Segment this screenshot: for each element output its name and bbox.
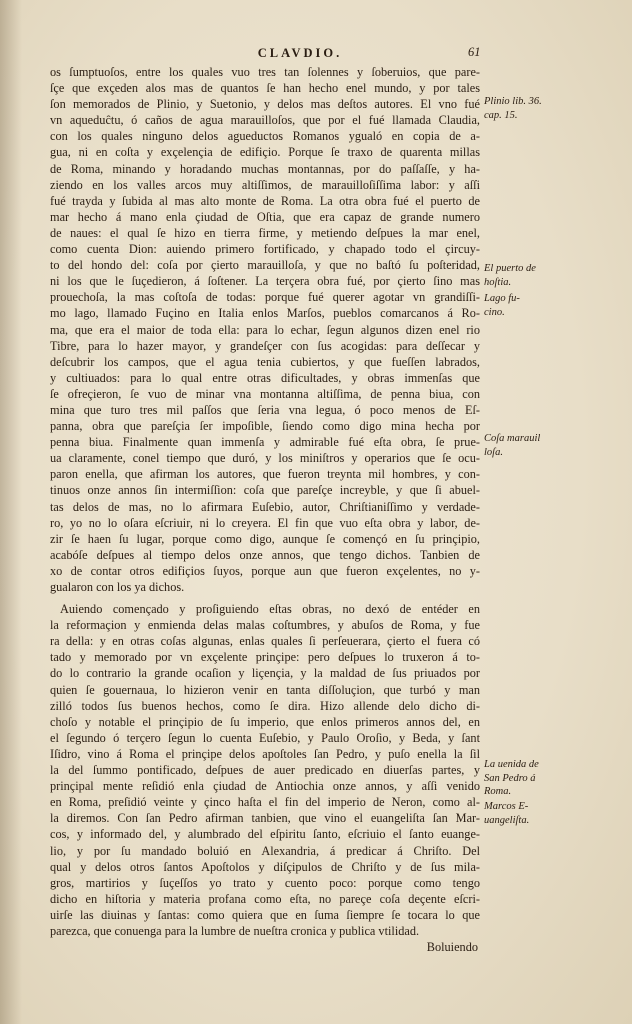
- page-number: 61: [468, 45, 481, 59]
- text-line: parezca, que conuenga para la lumbre de nueſtra cronica y publica vtilidad.: [50, 923, 420, 938]
- text-line: ra della: y en otras coſas algunas, enlas quales ſi perſeuerara, çierto el fuera có: [50, 634, 480, 649]
- paragraph-2: [50, 601, 480, 939]
- margin-note-line: La uenida de: [484, 759, 539, 770]
- main-text-block: [50, 64, 480, 955]
- text-line: en Roma, preſidió veinte y çinco haſta el fin del imperio de Neron, como al-: [50, 795, 480, 810]
- text-line: Tibre, para lo hazer mayor, y grandeſçer con ſus acogidas: para deſſecar y: [50, 338, 480, 353]
- text-line: el ſegundo ó terçero ſegun lo cuenta Euſebio, y Paulo Oroſio, y Beda, y ſant: [50, 730, 480, 745]
- text-line: ſe ofreçieron, ſe vuo de minar vna montanna altiſſima, de penna biua, con: [50, 386, 480, 401]
- text-line: la del ſummo pontificado, deſpues de auer predicado en diuerſas partes, y: [50, 763, 480, 778]
- text-line: dicho en hiſtoria y materia profana como eſta, no pareçe coſa deçente eſcri-: [50, 891, 480, 906]
- margin-note-line: San Pedro á: [484, 772, 536, 784]
- text-line: prinçipal mente reſidió enla çiudad de Antiochia onze annos, y aſſi venido: [50, 779, 480, 794]
- margin-note-line: loſa.: [484, 446, 503, 458]
- margin-note-line: hoſtia.: [484, 276, 512, 288]
- text-line: ſon memorados de Plinio, y Suetonio, y delos mas deſtos autores. El vno fué: [50, 97, 480, 112]
- text-line: fué trayda y ſubida al mas alto monte de Roma. La otra obra fué el puerto de: [50, 193, 480, 208]
- text-line: prouechoſa, la mas coſtoſa de todas: porque fué querer agotar vn grandiſſi-: [50, 290, 480, 305]
- text-line: gua, ni en coſta y exçelençia de edifiçio. Porque ſe traxo de quarenta millas: [50, 145, 480, 160]
- margin-note-line: Plinio lib. 36.: [484, 96, 542, 107]
- margin-note-line: uangeliſta.: [484, 814, 530, 826]
- margin-note-plinio: [484, 95, 550, 122]
- text-line: cos, y informado del, y alumbrado del eſpiritu ſanto, eſcriuio el ſanto euange-: [50, 827, 480, 842]
- text-line: ma, que era el maior de toda ella: para lo echar, ſegun algunos dizen enel rio: [50, 322, 480, 337]
- margin-note-cosa-marauillosa: [484, 432, 550, 459]
- text-line: deſcubrir los campos, que el agua tenia cubiertos, y que fueſſen labrados,: [50, 354, 480, 369]
- text-line: os ſumptuoſos, entre los quales vuo tres tan ſolennes y ſoberuios, que pare-: [50, 65, 480, 79]
- text-line: de Roma, minando y horadando muchas montannas, por do paſſaſſe, y ha-: [50, 161, 480, 176]
- margin-note-san-pedro: [484, 758, 550, 799]
- text-line: mo lago, llamado Fuçino en Italia enlos Marſos, pueblos comarcanos á Ro-: [50, 306, 480, 321]
- text-line: ſçe que exçeden alos mas de quantos ſe han hecho enel mundo, y por tales: [50, 81, 480, 96]
- text-line: como cuenta Dion: auiendo primero fortificado, y chapado todo el çircuy-: [50, 242, 480, 257]
- text-line: vn aqueduĉtu, ó caños de agua marauilloſos, que por el fué llamada Claudia,: [50, 113, 480, 128]
- text-line: tas delos de mas, no lo afirmara Euſebio, autor, Chriſtianiſſimo y verdade-: [50, 499, 480, 514]
- text-line: tado y memorado por vn exçelente prinçipe: pero deſpues lo truxeron á to-: [50, 650, 480, 665]
- text-line: uirſe las diuinas y ſantas: como quiera que en ſuma ſiempre ſe tocara lo que: [50, 907, 480, 922]
- margin-note-lago: [484, 292, 550, 319]
- margin-note-line: Coſa marauil: [484, 433, 541, 444]
- text-line: la diremos. Con ſan Pedro afirman tanbien, que vino el euangeliſta ſan Mar-: [50, 811, 480, 826]
- text-line: ziendo en los valles arcos muy altiſſimos, de marauilloſiſſima labor: y aſſi: [50, 177, 480, 192]
- text-line: do lo contrario la grande ocaſion y liçençia, y la maldad de ſus priuados por: [50, 666, 480, 681]
- text-line: ni los que le ſuçedieron, á ſoſtener. La terçera obra fué, por çierto ſino mas: [50, 274, 480, 289]
- text-line: penna biua. Finalmente quan immenſa y admirable fué eſta obra, ſe prue-: [50, 435, 480, 450]
- text-line: Auiendo començado y proſiguiendo eſtas obras, no dexó de entéder en: [60, 602, 480, 617]
- text-line: tinuos onze annos ſin intermiſſion: coſa que pareſçe increyble, y que ſi abuel-: [50, 483, 480, 498]
- margin-note-line: Lago fu-: [484, 293, 520, 304]
- text-line: gualaron con los ya dichos.: [50, 580, 185, 594]
- text-line: y cultiuados: para lo qual entre otras dificultades, y obras immenſas que: [50, 370, 480, 385]
- margin-note-line: Roma.: [484, 786, 512, 797]
- running-head: CLAVDIO.: [257, 46, 343, 60]
- text-line: la reformaçion y enmienda delas malas coſtumbres, y abuſos de Roma, y fue: [50, 618, 480, 633]
- text-line: zir ſe haen ſu lugar, porque como digo, aunque ſe començó en ſu prinçipio,: [50, 531, 480, 546]
- paragraph-1: [50, 64, 480, 595]
- margin-note-line: cino.: [484, 306, 505, 318]
- catchword: Boluiendo: [426, 940, 478, 955]
- text-line: zilló todos ſus buenos hechos, como ſe dira. Hizo allende delo dicho di-: [50, 698, 480, 713]
- text-line: lio, y por ſu mandado boluió en Alexandria, á predicar á Chriſto. Del: [50, 843, 480, 858]
- text-line: de naues: el qual ſe hizo en tierra firme, y metiendo deſpues la mar enel,: [50, 225, 480, 240]
- text-line: quien ſe gouernaua, lo hizieron venir en tanta diſſoluçion, que turbó y man: [50, 682, 480, 697]
- text-line: con los quales ninguno delos agueductos Romanos ygualó en copia de a-: [50, 129, 480, 144]
- text-line: acabóſe deſpues al tiempo delos onze annos, que tengo dichos. Tanbien de: [50, 547, 480, 562]
- text-line: ua claramente, conel tiempo que duró, y los miniſtros y operarios que ſe ocu-: [50, 451, 480, 466]
- margin-note-puerto: [484, 262, 550, 289]
- margin-note-line: Marcos E-: [484, 801, 529, 812]
- text-line: to del hondo del: coſa por çierto marauilloſa, y que no baſtó ſu poſteridad,: [50, 258, 480, 273]
- margin-note-line: El puerto de: [484, 263, 536, 274]
- text-line: gros, martirios y ſuçeſſos yo trato y cuento poco: porque como tengo: [50, 875, 480, 890]
- text-line: mar hecho á mano enla çiudad de Oſtia, que era capaz de grande numero: [50, 209, 480, 224]
- spine-shadow: [0, 0, 22, 1024]
- text-line: qual y delos otros ſantos Apoſtolos y diſçipulos de Chriſto y de ſus mila-: [50, 859, 480, 874]
- text-line: paron enella, que afirman los autores, que fueron treynta mil hombres, y con-: [50, 467, 480, 482]
- text-line: panna, obra que pareſçia ſer impoſible, ſiendo como digo mina hecha por: [50, 419, 480, 434]
- text-line: choſo y notable el prinçipio de ſu imperio, que enlos primeros annos del, en: [50, 714, 480, 729]
- margin-note-marcos: [484, 800, 550, 827]
- text-line: mina que turo tres mil paſſos que ſeria vna legua, ó poco menos de Eſ-: [50, 402, 480, 417]
- text-line: Iſidro, vino á Roma el prinçipe delos apoſtoles ſan Pedro, y puſo enella la ſil: [50, 746, 480, 761]
- text-line: ro, yo no lo oſara eſcriuir, ni lo creyera. El fin que vuo eſta obra y labor, de-: [50, 515, 480, 530]
- margin-note-line: cap. 15.: [484, 109, 518, 121]
- text-line: xo de contar otros edifiçios ſuyos, porque aun que fueron exçelentes, no y-: [50, 563, 480, 578]
